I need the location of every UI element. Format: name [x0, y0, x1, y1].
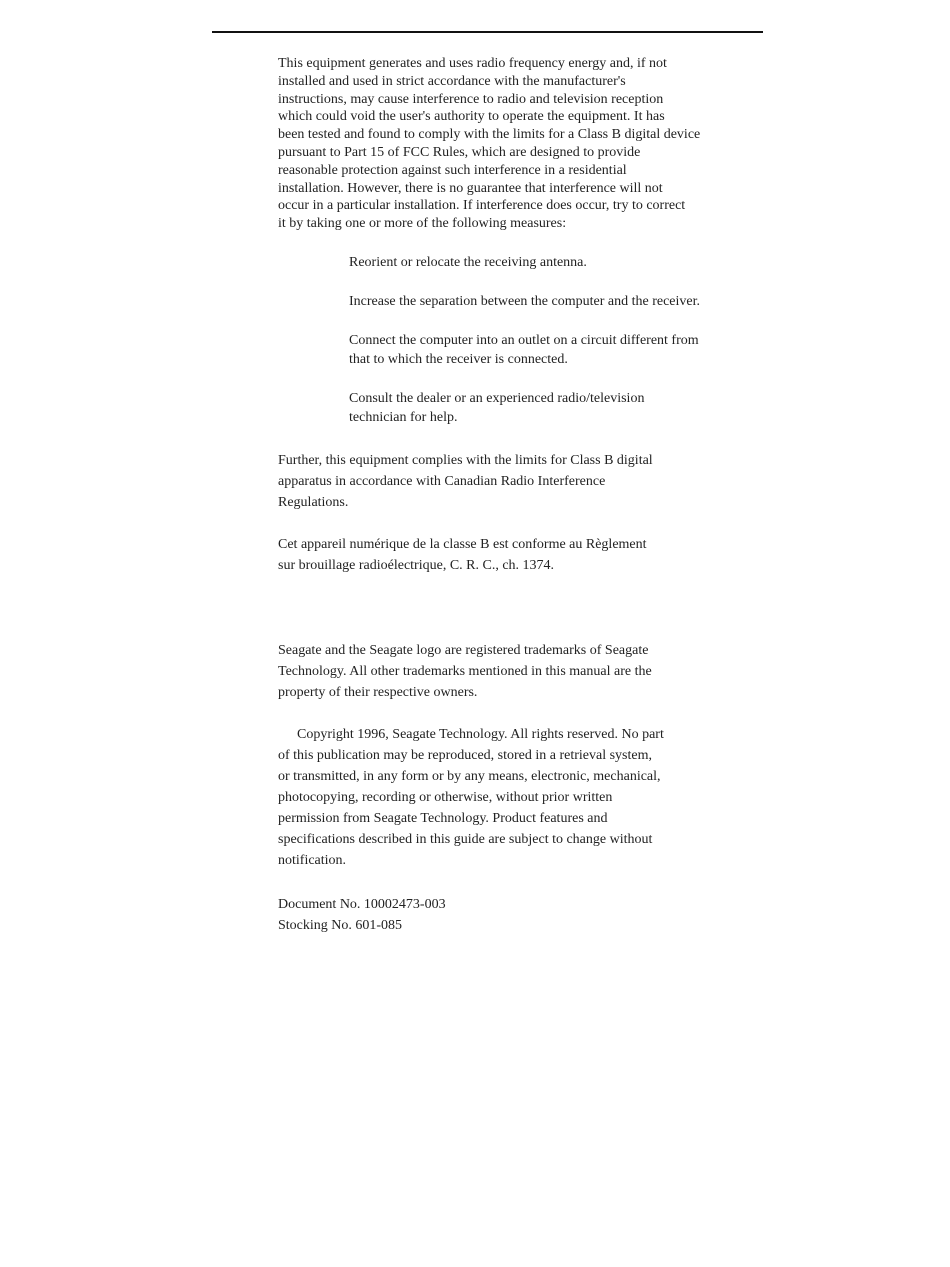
canadian-statement-en [278, 450, 653, 513]
fcc-line: reasonable protection against such interference in a residential [278, 162, 627, 178]
paragraph-line: or transmitted, in any form or by any means, electronic, mechanical, [278, 769, 661, 784]
paragraph-line: Further, this equipment complies with the limits for Class B digital [278, 453, 653, 468]
paragraph-line: apparatus in accordance with Canadian Radio Interference [278, 474, 606, 489]
document-info [278, 894, 446, 936]
paragraph-line: property of their respective owners. [278, 685, 478, 700]
fcc-line: This equipment generates and uses radio frequency energy and, if not [278, 56, 667, 71]
fcc-line: been tested and found to comply with the limits for a Class B digital device [278, 127, 701, 143]
measure-item [349, 292, 700, 311]
fcc-line: installed and used in strict accordance with the manufacturer's [278, 73, 626, 89]
paragraph-line: sur brouillage radioélectrique, C. R. C., ch. 1374. [278, 558, 555, 573]
paragraph-line: specifications described in this guide are subject to change without [278, 832, 653, 847]
measure-line: Connect the computer into an outlet on a circuit different from [349, 333, 699, 348]
paragraph-line: Seagate and the Seagate logo are registered trademarks of Seagate [278, 643, 649, 658]
measure-line: technician for help. [349, 410, 458, 426]
measure-item [349, 331, 699, 369]
fcc-statement [278, 55, 700, 233]
fcc-line: it by taking one or more of the following measures: [278, 216, 567, 232]
measure-item [349, 253, 587, 272]
measure-line: that to which the receiver is connected. [349, 352, 568, 368]
paragraph-line: photocopying, recording or otherwise, without prior written [278, 790, 613, 805]
paragraph-line: Regulations. [278, 495, 349, 510]
paragraph-line: of this publication may be reproduced, stored in a retrieval system, [278, 748, 653, 763]
document-number: Document No. 10002473-003 [278, 897, 446, 912]
measure-line: Reorient or relocate the receiving antenna. [349, 255, 587, 270]
paragraph-line: Copyright 1996, Seagate Technology. All rights reserved. No part [297, 727, 664, 742]
fcc-line: instructions, may cause interference to radio and television reception [278, 91, 664, 107]
top-rule [212, 31, 763, 33]
canadian-statement-fr [278, 534, 647, 576]
fcc-line: pursuant to Part 15 of FCC Rules, which are designed to provide [278, 144, 641, 160]
measure-line: Consult the dealer or an experienced radio/television [349, 391, 645, 406]
paragraph-line: notification. [278, 853, 347, 868]
stocking-number: Stocking No. 601-085 [278, 918, 403, 933]
measure-item [349, 389, 644, 427]
measure-line: Increase the separation between the computer and the receiver. [349, 294, 700, 309]
trademarks-notice [278, 640, 652, 703]
fcc-line: occur in a particular installation. If interference does occur, try to correct [278, 198, 686, 214]
fcc-line: which could void the user's authority to operate the equipment. It has [278, 109, 665, 125]
paragraph-line: permission from Seagate Technology. Product features and [278, 811, 608, 826]
paragraph-line: Technology. All other trademarks mentioned in this manual are the [278, 664, 652, 679]
copyright-notice [278, 724, 664, 871]
fcc-line: installation. However, there is no guarantee that interference will not [278, 180, 663, 196]
paragraph-line: Cet appareil numérique de la classe B est conforme au Règlement [278, 537, 647, 552]
